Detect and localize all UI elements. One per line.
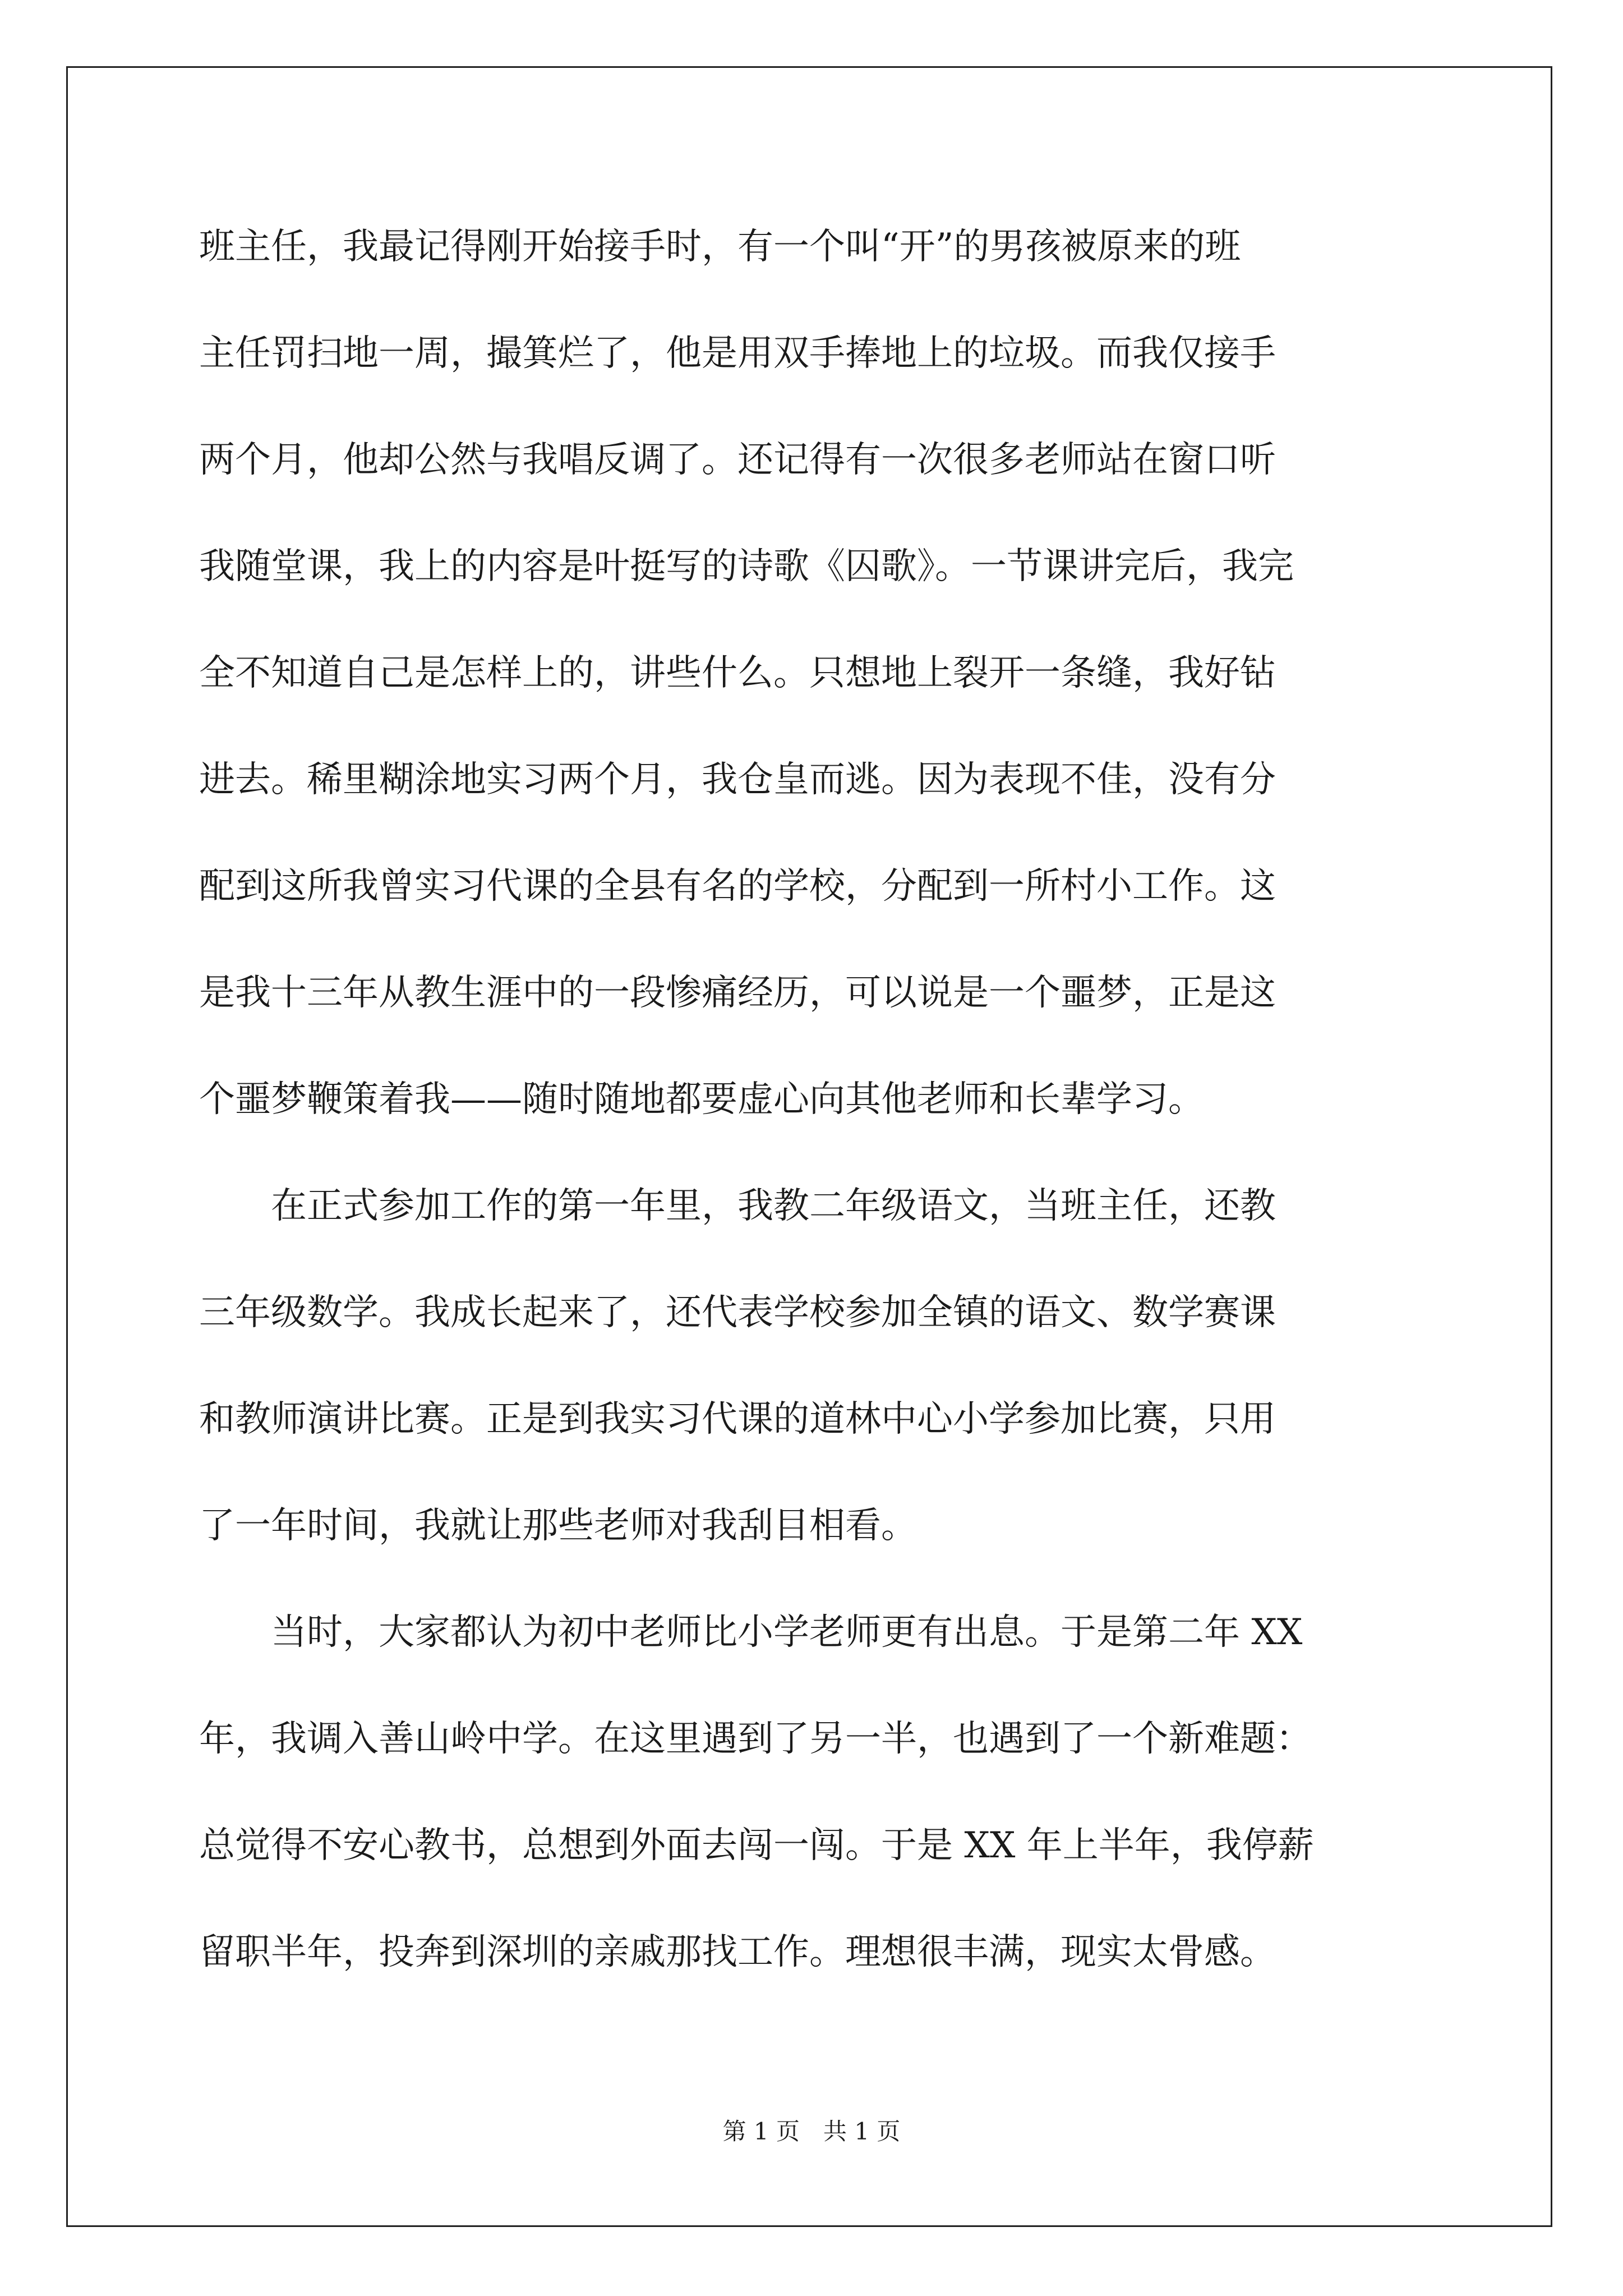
text-line-9: 个噩梦鞭策着我——随时随地都要虚心向其他老师和长辈学习。 [199, 1079, 1204, 1120]
text-line-6: 进去。稀里糊涂地实习两个月，我仓皇而逃。因为表现不佳，没有分 [199, 759, 1276, 800]
text-line-2: 主任罚扫地一周，撮箕烂了，他是用双手捧地上的垃圾。而我仅接手 [199, 333, 1276, 374]
text-line-15: 年，我调入善山岭中学。在这里遇到了另一半，也遇到了一个新难题： [199, 1718, 1312, 1760]
text-line-1: 班主任，我最记得刚开始接手时，有一个叫“开”的男孩被原来的班 [199, 226, 1241, 268]
text-line-8: 是我十三年从教生涯中的一段惨痛经历，可以说是一个噩梦，正是这 [199, 972, 1276, 1014]
text-line-3: 两个月，他却公然与我唱反调了。还记得有一次很多老师站在窗口听 [199, 439, 1276, 481]
text-line-10: 在正式参加工作的第一年里，我教二年级语文，当班主任，还教 [199, 1185, 1276, 1227]
page-footer [0, 2115, 1623, 2148]
text-line-7: 配到这所我曾实习代课的全县有名的学校，分配到一所村小工作。这 [199, 866, 1276, 907]
text-line-11: 三年级数学。我成长起来了，还代表学校参加全镇的语文、数学赛课 [199, 1292, 1276, 1333]
text-line-5: 全不知道自己是怎样上的，讲些什么。只想地上裂开一条缝，我好钻 [199, 652, 1276, 694]
text-line-13: 了一年时间，我就让那些老师对我刮目相看。 [199, 1505, 917, 1547]
page-number: 第 1 页 [722, 2118, 800, 2145]
page-total: 共 1 页 [823, 2118, 901, 2145]
text-line-16: 总觉得不安心教书，总想到外面去闯一闯。于是 XX 年上半年，我停薪 [199, 1825, 1314, 1866]
document-body [199, 210, 1433, 2022]
text-line-4: 我随堂课，我上的内容是叶挺写的诗歌《囚歌》。一节课讲完后，我完 [199, 546, 1294, 587]
text-line-12: 和教师演讲比赛。正是到我实习代课的道林中心小学参加比赛，只用 [199, 1398, 1276, 1440]
text-line-14: 当时，大家都认为初中老师比小学老师更有出息。于是第二年 XX [199, 1612, 1303, 1653]
text-line-17: 留职半年，投奔到深圳的亲戚那找工作。理想很丰满，现实太骨感。 [199, 1931, 1276, 1973]
